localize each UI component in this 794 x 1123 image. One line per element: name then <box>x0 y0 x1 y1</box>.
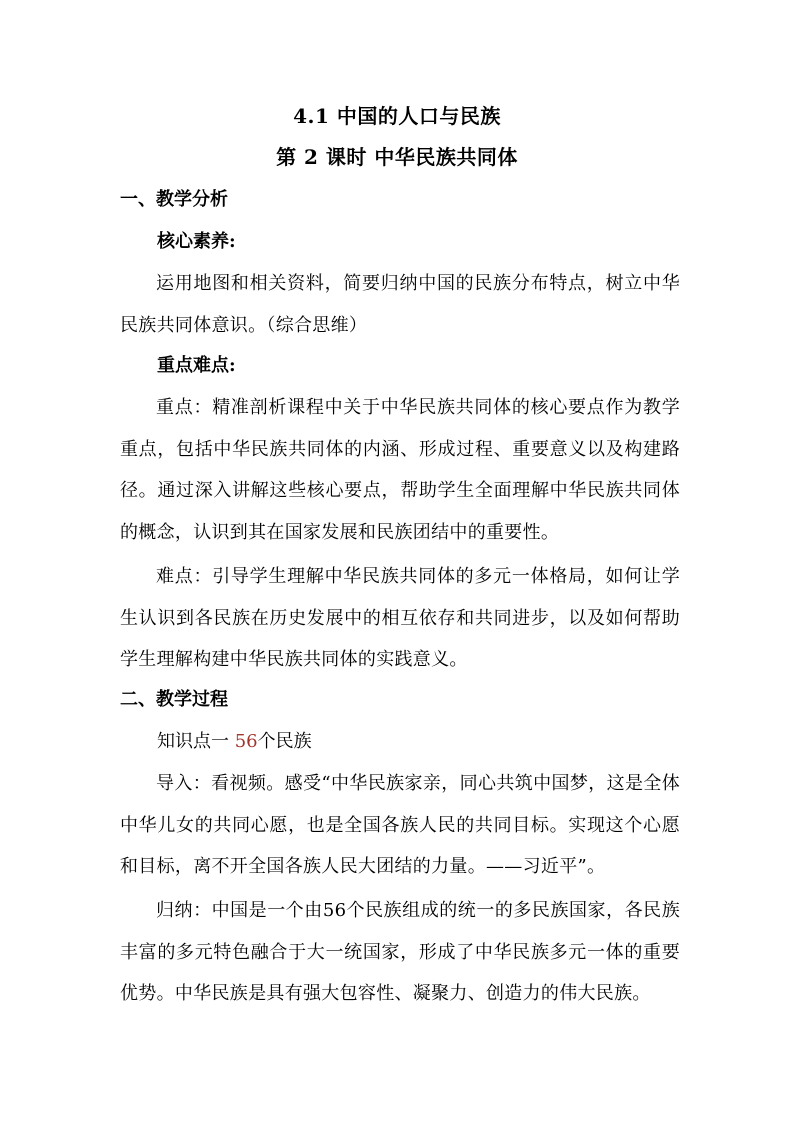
knowledge-point-prefix: 知识点一 <box>157 731 235 752</box>
knowledge-point-suffix: 个民族 <box>257 731 312 752</box>
key-difficult-label: 重点难点: <box>157 355 236 376</box>
document-subtitle: 第 2 课时 中华民族共同体 <box>276 145 518 169</box>
intro-paragraph: 导入：看视频。感受“中华民族家亲，同心共筑中国梦，这是全体中华儿女的共同心愿，也是全国各族人民的共同目标。实现这个心愿和目标，离不开全国各族人民大团结的力量。——习近平”。 <box>120 773 680 877</box>
knowledge-point-number: 56 <box>234 731 258 752</box>
knowledge-point-title <box>157 730 312 754</box>
key-point-paragraph: 重点：精准剖析课程中关于中华民族共同体的核心要点作为教学重点，包括中华民族共同体的内涵、形成过程、重要意义以及构建路径。通过深入讲解这些核心要点，帮助学生全面理解中华民族共同体的概念，认识到其在国家发展和民族团结中的重要性。 <box>120 397 680 543</box>
summary-paragraph: 归纳：中国是一个由56个民族组成的统一的多民族国家，各民族丰富的多元特色融合于大一统国家，形成了中华民族多元一体的重要优势。中华民族是具有强大包容性、凝聚力、创造力的伟大民族。 <box>120 900 680 1004</box>
section-heading-process: 二、教学过程 <box>120 689 228 710</box>
core-literacy-text: 运用地图和相关资料，简要归纳中国的民族分布特点，树立中华民族共同体意识。（综合思维） <box>120 273 680 336</box>
core-literacy-label: 核心素养: <box>157 231 236 252</box>
difficult-point-paragraph: 难点：引导学生理解中华民族共同体的多元一体格局，如何让学生认识到各民族在历史发展中的相互依存和共同进步，以及如何帮助学生理解构建中华民族共同体的实践意义。 <box>120 566 680 670</box>
document-title: 4.1 中国的人口与民族 <box>293 104 501 128</box>
section-heading-analysis: 一、教学分析 <box>120 189 228 210</box>
